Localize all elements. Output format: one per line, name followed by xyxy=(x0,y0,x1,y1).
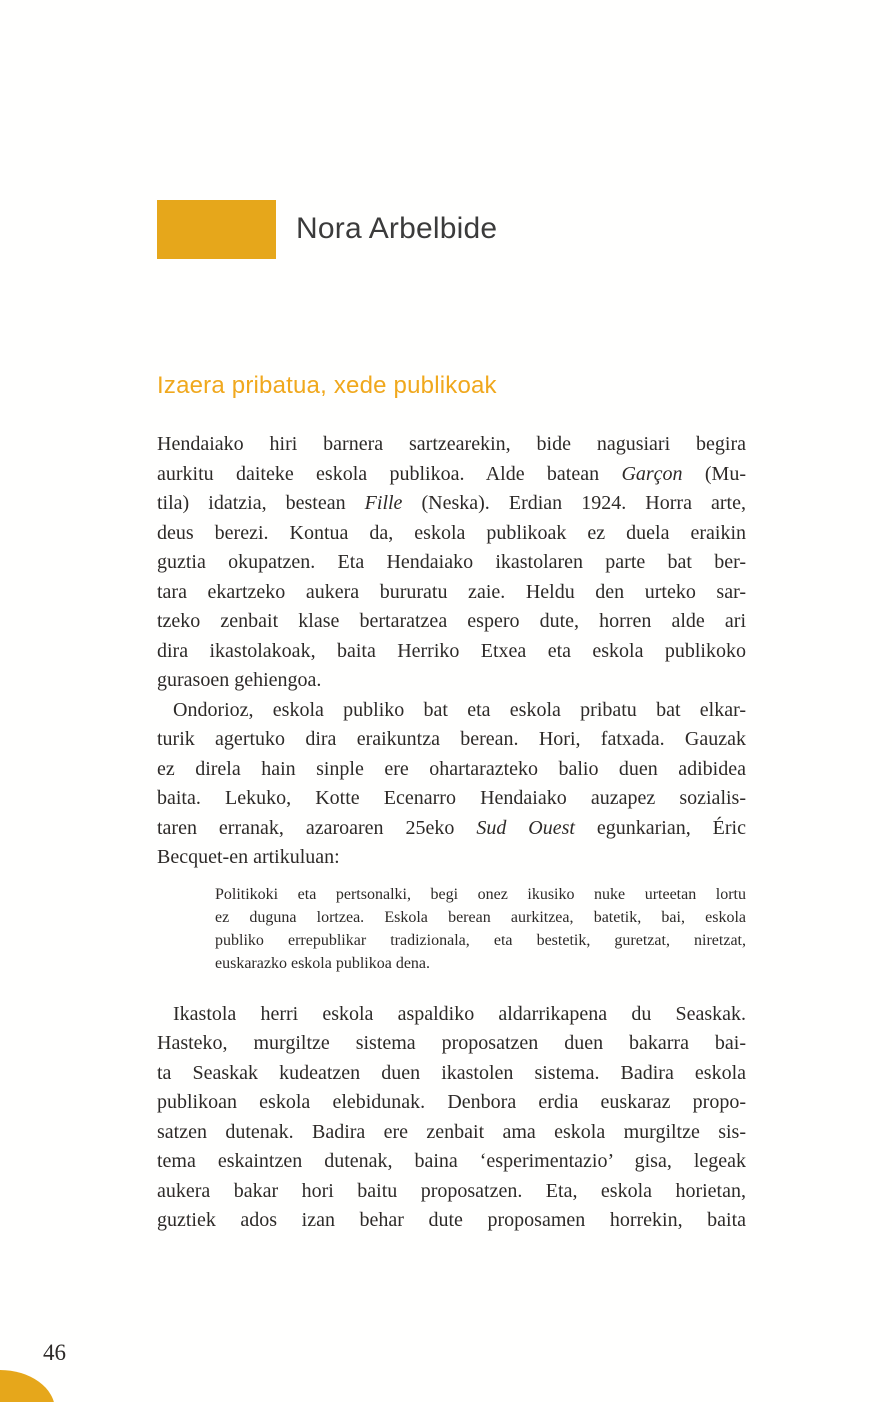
text-line: guztiek ados izan behar dute proposamen horrekin, baita xyxy=(157,1209,746,1231)
section-heading: Izaera pribatua, xede publikoak xyxy=(157,372,497,399)
text-line: gurasoen gehiengoa. xyxy=(157,669,322,691)
chapter-color-block xyxy=(157,200,276,259)
text-line: aurkitu daiteke eskola publikoa. Alde batean Garçon (Mu- xyxy=(157,462,746,485)
text-line: aukera bakar hori baitu proposatzen. Eta, eskola horietan, xyxy=(157,1179,746,1202)
text-line: Hendaiako hiri barnera sartzearekin, bide nagusiari begira xyxy=(157,433,746,455)
text-line: publiko errepublikar tradizionala, eta bestetik, guretzat, niretzat, xyxy=(215,931,746,949)
text-line: satzen dutenak. Badira ere zenbait ama eskola murgiltze sis- xyxy=(157,1120,746,1143)
text-line: deus berezi. Kontua da, eskola publikoak ez duela eraikin xyxy=(157,521,746,544)
text-line: publikoan eskola elebidunak. Denbora erdia euskaraz propo- xyxy=(157,1091,746,1113)
corner-quarter-circle-decoration xyxy=(0,1370,55,1402)
text-line: euskarazko eskola publikoa dena. xyxy=(215,954,431,972)
author-name: Nora Arbelbide xyxy=(296,212,498,245)
text-line: Becquet-en artikuluan: xyxy=(157,846,340,868)
text-line: ta Seaskak kudeatzen duen ikastolen sistema. Badira eskola xyxy=(157,1061,746,1084)
text-line: tema eskaintzen dutenak, baina ‘esperimentazio’ gisa, legeak xyxy=(157,1150,746,1172)
text-line: Ondorioz, eskola publiko bat eta eskola pribatu bat elkar- xyxy=(173,698,746,721)
text-line: Ikastola herri eskola aspaldiko aldarrikapena du Seaskak. xyxy=(173,1002,746,1025)
text-line: ez duguna lortzea. Eskola berean aurkitzea, batetik, bai, eskola xyxy=(215,908,746,926)
text-line: turik agertuko dira eraikuntza berean. Hori, fatxada. Gauzak xyxy=(157,728,746,750)
body-text-column xyxy=(157,430,746,1236)
text-line: ez direla hain sinple ere ohartarazteko balio duen adibidea xyxy=(157,757,746,780)
text-line: tila) idatzia, bestean Fille (Neska). Erdian 1924. Horra arte, xyxy=(157,492,746,514)
page-number: 46 xyxy=(43,1340,66,1365)
body-paragraph xyxy=(157,430,746,696)
text-line: Hasteko, murgiltze sistema proposatzen duen bakarra bai- xyxy=(157,1032,746,1054)
text-line: dira ikastolakoak, baita Herriko Etxea eta eskola publikoko xyxy=(157,639,746,662)
body-paragraph xyxy=(157,1000,746,1236)
text-line: Politikoki eta pertsonalki, begi onez ikusiko nuke urteetan lortu xyxy=(215,885,746,903)
text-line: tzeko zenbait klase bertaratzea espero dute, horren alde ari xyxy=(157,610,746,632)
block-quote xyxy=(157,883,746,975)
body-paragraph xyxy=(157,696,746,873)
text-line: baita. Lekuko, Kotte Ecenarro Hendaiako auzapez sozialis- xyxy=(157,787,746,809)
text-line: tara ekartzeko aukera bururatu zaie. Heldu den urteko sar- xyxy=(157,580,746,603)
text-line: guztia okupatzen. Eta Hendaiako ikastolaren parte bat ber- xyxy=(157,551,746,573)
text-line: taren erranak, azaroaren 25eko Sud Ouest egunkarian, Éric xyxy=(157,816,746,839)
